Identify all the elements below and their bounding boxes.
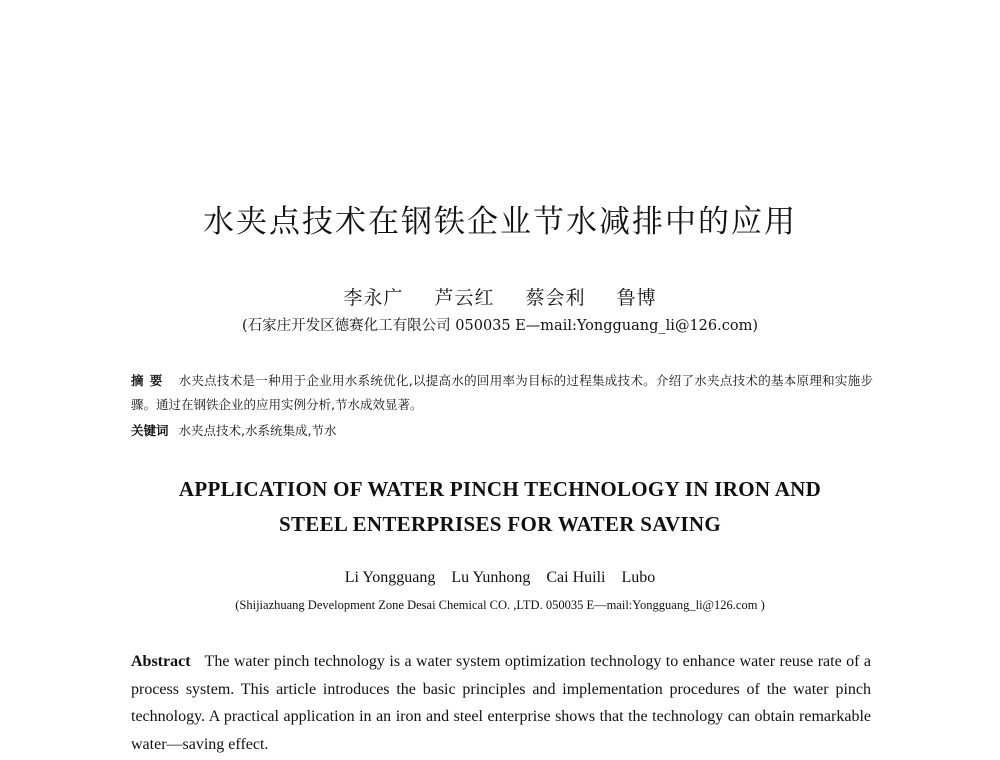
chinese-author: 李永广 bbox=[343, 287, 404, 309]
chinese-abstract bbox=[131, 369, 873, 417]
chinese-abstract-label: 摘要 bbox=[131, 373, 169, 388]
chinese-keywords-text: 水夹点技术,水系统集成,节水 bbox=[178, 423, 337, 438]
chinese-abstract-text: 水夹点技术是一种用于企业用水系统优化,以提高水的回用率为目标的过程集成技术。介绍了水夹点技术的基本原理和实施步骤。通过在钢铁企业的应用实例分析,节水成效显著。 bbox=[131, 373, 873, 412]
english-authors bbox=[0, 569, 1000, 587]
english-author: Cai Huili bbox=[546, 569, 606, 586]
chinese-affiliation: (石家庄开发区德赛化工有限公司 050035 E—mail:Yongguang_li@126.com) bbox=[242, 318, 758, 334]
english-title bbox=[0, 472, 1000, 542]
english-author: Li Yongguang bbox=[344, 569, 436, 586]
chinese-author: 芦云红 bbox=[434, 287, 495, 309]
chinese-author: 蔡会利 bbox=[525, 287, 586, 309]
english-abstract-label: Abstract bbox=[131, 653, 191, 670]
english-affiliation: (Shijiazhuang Development Zone Desai Chemical CO. ,LTD. 050035 E—mail:Yongguang_li@126.com ) bbox=[235, 598, 765, 612]
english-title-line: APPLICATION OF WATER PINCH TECHNOLOGY IN IRON AND bbox=[178, 477, 822, 501]
english-abstract bbox=[131, 648, 871, 758]
english-author: Lubo bbox=[621, 569, 656, 586]
chinese-author: 鲁博 bbox=[616, 287, 657, 309]
english-author: Lu Yunhong bbox=[451, 569, 531, 586]
chinese-authors bbox=[0, 283, 1000, 310]
chinese-keywords bbox=[131, 419, 873, 443]
chinese-keywords-label: 关键词 bbox=[131, 423, 169, 438]
english-abstract-text: The water pinch technology is a water system optimization technology to enhance water reuse rate of a process system. This article introduces the basic principles and implementation procedures of the water pinch technology. A practical application in an iron and steel enterprise shows that the technology can obtain remarkable water—saving effect. bbox=[131, 653, 871, 753]
english-title-line: STEEL ENTERPRISES FOR WATER SAVING bbox=[278, 512, 721, 536]
chinese-title: 水夹点技术在钢铁企业节水减排中的应用 bbox=[203, 204, 797, 240]
